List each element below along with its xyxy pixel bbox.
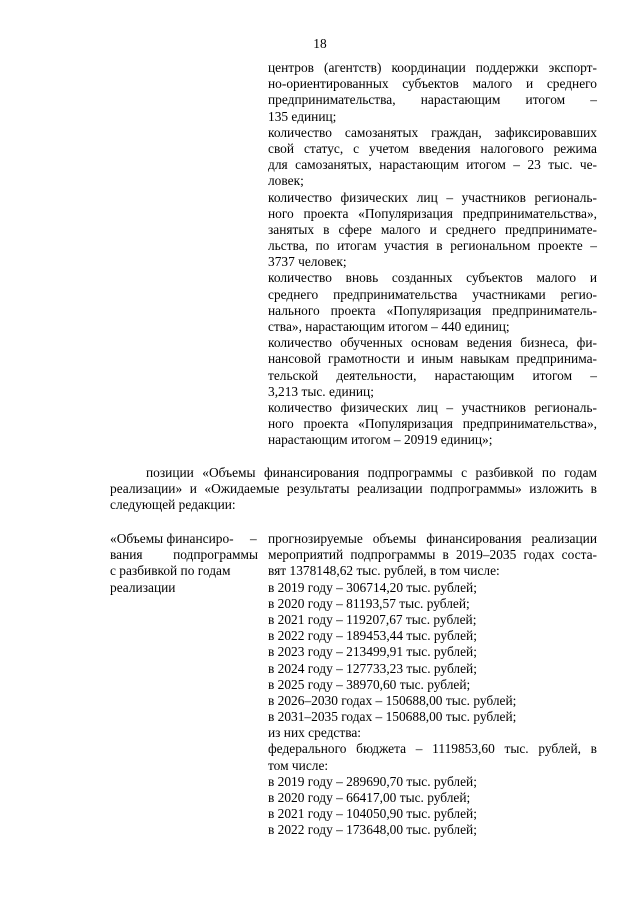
text-line: прогнозируемые объемы финансирования реализации [268, 531, 597, 546]
text-line: количество самозанятых граждан, зафиксировавших [268, 124, 597, 140]
text-line: 135 единиц; [268, 108, 337, 124]
text-line: ства», нарастающим итогом – 440 единиц; [268, 319, 510, 334]
text-line: в 2031–2035 годах – 150688,00 тыс. рублей; [268, 709, 517, 725]
text-line: в 2020 году – 81193,57 тыс. рублей; [268, 595, 470, 611]
text-line: в 2021 году – 119207,67 тыс. рублей; [268, 611, 477, 627]
text-line: количество физических лиц – участников региональ- [268, 399, 597, 415]
text-line: льства, по итогам участия в региональном проекте – [268, 238, 597, 254]
text-line: тельской деятельности, нарастающим итогом – [268, 367, 597, 383]
text-line: 3,213 тыс. единиц; [268, 383, 374, 399]
text-line: федерального бюджета – 1119853,60 тыс. рублей, в [268, 741, 597, 757]
funding-volumes [268, 531, 597, 839]
text-line: из них средства: [268, 725, 362, 741]
text-line: «Объемы финансиро- [110, 531, 234, 546]
text-line: в 2025 году – 38970,60 тыс. рублей; [268, 676, 471, 692]
text-line: в 2019 году – 306714,20 тыс. рублей; [268, 579, 477, 595]
text-line: 3737 человек; [268, 254, 347, 270]
text-line: с разбивкой по годам [110, 563, 231, 579]
text-line: но-ориентированных субъектов малого и среднего [268, 76, 597, 92]
text-line: количество обученных основам ведения бизнеса, фи- [268, 335, 597, 351]
text-line: количество физических лиц – участников региональ- [268, 189, 597, 205]
funding-position-label [110, 531, 258, 596]
text-line: реализации [110, 579, 176, 595]
text-line: свой статус, с учетом введения налогового режима [268, 140, 597, 156]
text-line: ного проекта «Популяризация предпринимательства», [268, 416, 597, 432]
text-line: в 2019 году – 289690,70 тыс. рублей; [268, 773, 477, 789]
separator-dash: – [250, 531, 257, 546]
text-line: ловек; [268, 173, 304, 189]
text-line: в 2026–2030 годах – 150688,00 тыс. рублей; [268, 692, 517, 708]
text-line: в 2023 году – 213499,91 тыс. рублей; [268, 644, 477, 660]
text-line: нарастающим итогом – 20919 единиц»; [268, 432, 493, 448]
indicators-continuation [268, 60, 597, 449]
text-line: занятых в сфере малого и среднего предпринимате- [268, 221, 597, 237]
text-line: в 2024 году – 127733,23 тыс. рублей; [268, 660, 477, 676]
text-line: нансовой грамотности и иным навыкам предпринима- [268, 351, 597, 367]
text-line: среднего предпринимательства участниками регио- [268, 286, 597, 302]
text-line: в 2020 году – 66417,00 тыс. рублей; [268, 790, 471, 805]
text-line: нального проекта «Популяризация предприниматель- [268, 302, 597, 318]
text-line: том числе: [268, 757, 329, 773]
amendment-paragraph [110, 465, 597, 514]
text-line: вания подпрограммы [110, 547, 258, 563]
text-line: для самозанятых, нарастающим итогом – 23 тыс. че- [268, 157, 597, 173]
text-line: центров (агентств) координации поддержки экспорт- [268, 60, 597, 75]
text-line: позиции «Объемы финансирования подпрограммы с разбивкой по годам [146, 465, 597, 480]
page-number: 18 [313, 36, 327, 51]
text-line: в 2021 году – 104050,90 тыс. рублей; [268, 806, 477, 822]
text-line: количество вновь созданных субъектов малого и [268, 270, 597, 286]
text-line: ного проекта «Популяризация предпринимательства», [268, 205, 597, 221]
text-line: следующей редакции: [110, 497, 236, 513]
text-line: предпринимательства, нарастающим итогом – [268, 92, 597, 108]
text-line: в 2022 году – 189453,44 тыс. рублей; [268, 628, 477, 644]
text-line: реализации» и «Ожидаемые результаты реализации подпрограммы» изложить в [110, 481, 597, 497]
text-line: мероприятий подпрограммы в 2019–2035 годах соста- [268, 547, 597, 563]
text-line: вят 1378148,62 тыс. рублей, в том числе: [268, 563, 500, 579]
text-line: в 2022 году – 173648,00 тыс. рублей; [268, 822, 477, 838]
